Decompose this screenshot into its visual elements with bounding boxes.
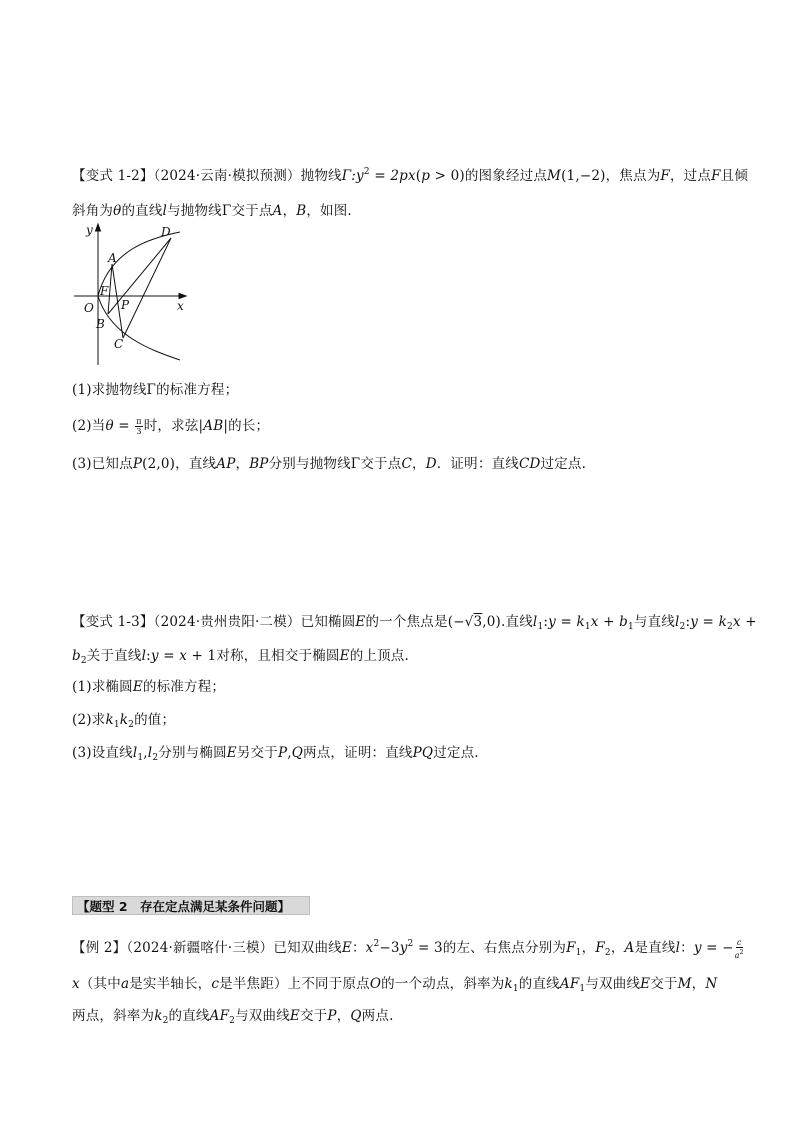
variant-1-3-q2: (2)求$k_1k_2$的值； (72, 712, 176, 730)
x-axis-arrow (179, 294, 186, 299)
variant-1-2-q3: (3)已知点P(2,0)，直线AP，BP分别与抛物线Γ交于点C，D．证明：直线CD过定点. (72, 456, 587, 472)
variant-1-2-line-1: 【变式 1-2】（2024·云南·模拟预测）抛物线$\Gamma:y^2 = 2px(p > 0)$的图象经过点M(1,−2)，焦点为F，过点F且倾 (72, 167, 749, 184)
label-c: C (114, 337, 124, 351)
label-b: B (96, 317, 105, 331)
parabola-figure (70, 220, 200, 368)
variant-1-2-line-2: 斜角为θ的直线l与抛物线Γ交于点A，B，如图. (72, 203, 352, 219)
label-d: D (161, 225, 171, 239)
variant-1-3-line-1: 【变式 1-3】（2024·贵州贵阳·二模）已知椭圆E的一个焦点是(−√3,0).直线$l_1:y = k_1x + b_1$与直线$l_2:y = k_2x$ + (72, 614, 757, 632)
variant-1-3-q1: (1)求椭圆E的标准方程； (72, 679, 226, 695)
label-x: x (177, 299, 184, 313)
y-axis-arrow (96, 224, 101, 231)
variant-1-3-line-2: $b_2$关于直线l:y = x + 1对称，且相交于椭圆E的上顶点. (72, 648, 409, 666)
section-heading: 【题型 2 存在定点满足某条件问题】 (72, 896, 310, 915)
variant-1-2-q1: (1)求抛物线Γ的标准方程； (72, 382, 239, 398)
label-y: y (86, 223, 93, 237)
variant-1-3-q3: (3)设直线$l_1,l_2$分别与椭圆E另交于P,Q两点，证明：直线PQ过定点. (72, 745, 479, 763)
example-2-line-3: 两点，斜率为$k_2$的直线$AF_2$与双曲线E交于P，Q两点. (72, 1008, 394, 1026)
label-f: F (100, 284, 109, 298)
example-2-line-2: x（其中a是实半轴长，c是半焦距）上不同于原点O的一个动点，斜率为$k_1$的直线$AF_1$与双曲线E交于M，N (72, 976, 718, 994)
variant-1-2-q2: (2)当θ = $\frac{\pi}{3}$ 时，求弦|AB|的长； (72, 417, 270, 436)
label-p: P (121, 298, 130, 312)
example-2-line-1: 【例 2】（2024·新疆喀什·三模）已知双曲线E：$x^2-3y^2 = 3$的左、右焦点分别为$F_1$，$F_2$，A是直线l：y = − $\frac{c}{a^2}$ (72, 937, 744, 960)
label-a: A (108, 251, 117, 265)
label-o: O (84, 301, 94, 315)
